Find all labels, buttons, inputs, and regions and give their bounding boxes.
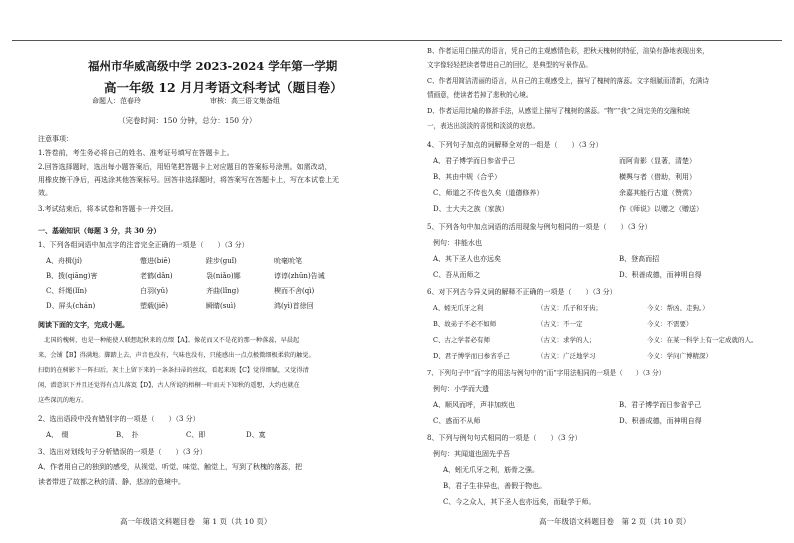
note-3: 3.考试结束后，将本试卷和答题卡一并交回。 <box>38 205 178 213</box>
q6-d-1: D、君子博学而日参省乎己 <box>433 352 510 360</box>
q6-a-3: 今义：帮凶、走狗。） <box>647 304 709 312</box>
q1-c-4: 楔而不舍(qì) <box>274 287 315 295</box>
q3-option-c-line1: C、作者用简洁清丽的语言，从自己的主观感受上，描写了槐树的落蕊。文字细腻而清新，充满诗 <box>427 77 709 85</box>
time-info: （完卷时间：150 分钟，总分：150 分） <box>118 116 257 125</box>
passage-line-3: 扫街的在树影下一阵扫后，灰土上留下来的一条条扫帚的丝纹，看起来既【C】觉得细腻，又觉得清 <box>38 367 309 374</box>
reading-heading: 阅读下面的文字，完成小题。 <box>38 320 129 329</box>
q2-option-a: A、 缀 <box>46 431 69 439</box>
q3-option-c-line2: 情画意，使读者若掉了悲秋的心境。 <box>427 91 533 99</box>
q7-option-c: C、惑而不从师 <box>433 417 481 425</box>
note-2c: 效。 <box>38 189 52 197</box>
q1-d-4: 鸿(yì)首徐回 <box>274 302 314 310</box>
q1-a-2: 蹩进(biē) <box>140 257 171 265</box>
q3-option-d-line2: 一，表达出淡淡的喜悦和淡淡的哀愁。 <box>427 122 540 130</box>
q4-b-right: 横舆与者（借助，利用） <box>619 173 696 181</box>
q3-option-b-line2: 文字像轻轻把读者带进自己的回忆，是典型的写景作品。 <box>427 61 592 69</box>
q3-option-d-line1: D、作者运用比喻的修辞手法，从感觉上描写了槐树的落蕊。“物”“我”之间完美的交融和统 <box>427 107 690 115</box>
q2-option-b: B、 扑 <box>116 431 139 439</box>
q5-example: 例句：非能水也 <box>433 239 482 247</box>
q4-a-left: A、君子博学而日参省乎己 <box>433 157 516 165</box>
q1-a-3: 跬步(guǐ) <box>206 257 237 265</box>
q1-stem: 1、下列各组词语中加点字的注音完全正确的一项是（ ）（3 分） <box>38 241 249 249</box>
note-2b: 用橡皮擦干净后，再选涂其他答案标号。回答非选择题时，将答案写在答题卡上，写在本试卷上无 <box>38 176 339 184</box>
q5-option-c: C、吾从而师之 <box>433 271 481 279</box>
section-1-heading: 一、基础知识（每题 3 分，共 30 分） <box>38 226 161 235</box>
q1-c-3: 齐曲(lǐng) <box>206 287 239 295</box>
q8-option-c: C、今之众人，其下圣人也亦远矣，而耻学于师。 <box>443 498 596 506</box>
q2-option-d: D、寞 <box>246 431 266 439</box>
q3-option-a-line2: 读者带进了故都之秋的清、静、悲凉的意境中。 <box>38 478 185 486</box>
q5-option-a: A、其下圣人也亦远矣 <box>433 255 502 263</box>
school-title: 福州市华威高级中学 2023-2024 学年第一学期 <box>88 59 338 73</box>
q6-a-1: A、蚓无爪牙之利 <box>433 304 484 312</box>
q4-d-left: D、士大夫之族（家族） <box>433 205 509 213</box>
q5-stem: 5、下列各句中加点词语的活用现象与例句相同的一项是（ ）（3 分） <box>427 223 652 231</box>
q4-stem: 4、下列句子加点的词解释全对的一组是（ ）（3 分） <box>427 141 603 149</box>
q6-b-1: B、故弟子不必不如师 <box>433 320 497 328</box>
q7-option-a: A、顺风而呼，声非加疾也 <box>433 401 516 409</box>
footer-page-2: 高一年级语文科题目卷 第 2 页（共 10 页） <box>539 517 691 526</box>
q4-c-left: C、师道之不传也久矣（道德修养） <box>433 189 544 197</box>
page-2 <box>397 0 794 543</box>
q6-c-3: 今义：在某一科学上有一定成就的人。 <box>647 336 758 344</box>
q1-d-3: 瞬睛(suì) <box>206 302 236 310</box>
note-1: 1.答卷前，考生务必将自己的姓名、准考证号填写在答题卡上。 <box>38 149 234 157</box>
q2-stem: 2、选出语段中没有错别字的一项是（ ）（3 分） <box>38 415 200 423</box>
q1-d-1: D、屏头(chán) <box>46 302 96 310</box>
q1-b-4: 谆谆(zhūn)告诫 <box>274 272 325 280</box>
q1-b-3: 袅(niǎo)娜 <box>206 272 241 280</box>
q8-stem: 8、下列与例句句式相同的一项是（ ）（3 分） <box>427 434 582 442</box>
q1-d-2: 塑载(jiē) <box>140 302 169 310</box>
q7-option-b: B、君子博学而日参省乎己 <box>619 401 702 409</box>
q8-option-a: A、蚓无爪牙之利，筋骨之强。 <box>443 466 540 474</box>
q4-a-right: 而阿肯影（显著，清楚） <box>619 157 696 165</box>
q1-a-4: 吮毫吮笔 <box>274 257 302 265</box>
q7-stem: 7、下列句子中“而”字的用法与例句中的“而”字用法相同的一项是（ ）（3 分） <box>427 369 666 377</box>
q5-option-d: D、积善成德，而神明自得 <box>619 271 702 279</box>
q3-stem: 3、选出对划线句子分析错误的一项是（ ）（3 分） <box>38 448 207 456</box>
q4-b-left: B、其由中规（合乎） <box>433 173 502 181</box>
q6-stem: 6、对下列古今异义词的解释不正确的一项是（ ）（3 分） <box>427 288 617 296</box>
q3-option-b-line1: B、作者运用白描式的语言，凭自己的主观感情色彩，把秋天槐树的特征，渲染有静地表现出来， <box>427 47 709 55</box>
q1-b-2: 老鹤(dǎn) <box>140 272 173 280</box>
q5-option-b: B、登高而招 <box>619 255 660 263</box>
q6-b-3: 今义：不需要） <box>647 320 693 328</box>
q6-c-1: C、古之学者必有师 <box>433 336 490 344</box>
q7-example: 例句：小学而大遗 <box>433 385 489 393</box>
author: 命题人：范春玲 <box>92 97 141 105</box>
q1-c-2: 白羽(yǔ) <box>140 287 168 295</box>
note-2a: 2.回答选择题时，选出每小题答案后，用铅笔把答题卡上对应题目的答案标号涂黑。如需改动， <box>38 163 332 171</box>
footer-page-1: 高一年级语文科题目卷 第 1 页（共 10 页） <box>120 517 272 526</box>
q6-d-2: （古义：广泛地学习 <box>537 352 596 360</box>
q8-option-b: B、君子生非异也，善假于物也。 <box>443 482 547 490</box>
q6-a-2: （古义：爪子和牙齿； <box>537 304 602 312</box>
exam-title: 高一年级 12 月月考语文科考试（题目卷） <box>104 80 343 95</box>
reviewer: 审核：高三语文集备组 <box>210 97 280 105</box>
q4-c-right: 余嘉其能行古道（赞赏） <box>619 189 696 197</box>
q3-option-a-line1: A、作者用自己的独到的感受，从视觉、听觉、味觉、触觉上，写到了秋槐的落蕊，把 <box>38 463 303 471</box>
passage-line-2: 来，会铺【B】得满地。脚踏上去，声音也没有，气味也没有，只能感出一点点极微细极柔软的触觉。 <box>38 352 315 359</box>
q8-example: 例句：其闻道也固先乎吾 <box>433 450 510 458</box>
notes-heading: 注意事项： <box>38 135 73 143</box>
q1-a-1: A、舟楫(jí) <box>46 257 82 265</box>
q4-d-right: 作《师说》以赠之（赠送） <box>619 205 703 213</box>
q2-option-c: C、即 <box>186 431 206 439</box>
q6-b-2: （古义：不一定 <box>537 320 583 328</box>
passage-line-4: 闲，潜意识下并且还觉得有点儿落寞【D】，古人所说的梧桐一叶而天下知秋的遥想，大约也就在 <box>38 382 300 389</box>
passage-line-1: 北国的槐树，也是一种能使人联想起秋来的点缀【A】。像花而又不是花的那一种落蕊，早晨起 <box>38 337 300 344</box>
passage-line-5: 这些深沉的地方。 <box>38 397 88 404</box>
q6-d-3: 今义：学问广博精深） <box>647 352 712 360</box>
q6-c-2: （古义：求学的人； <box>537 336 596 344</box>
q1-b-1: B、拨(qiāng)害 <box>46 272 98 280</box>
q1-c-1: C、纤绳(lǐn) <box>46 287 87 295</box>
q7-option-d: D、积善成德，而神明自得 <box>619 417 702 425</box>
